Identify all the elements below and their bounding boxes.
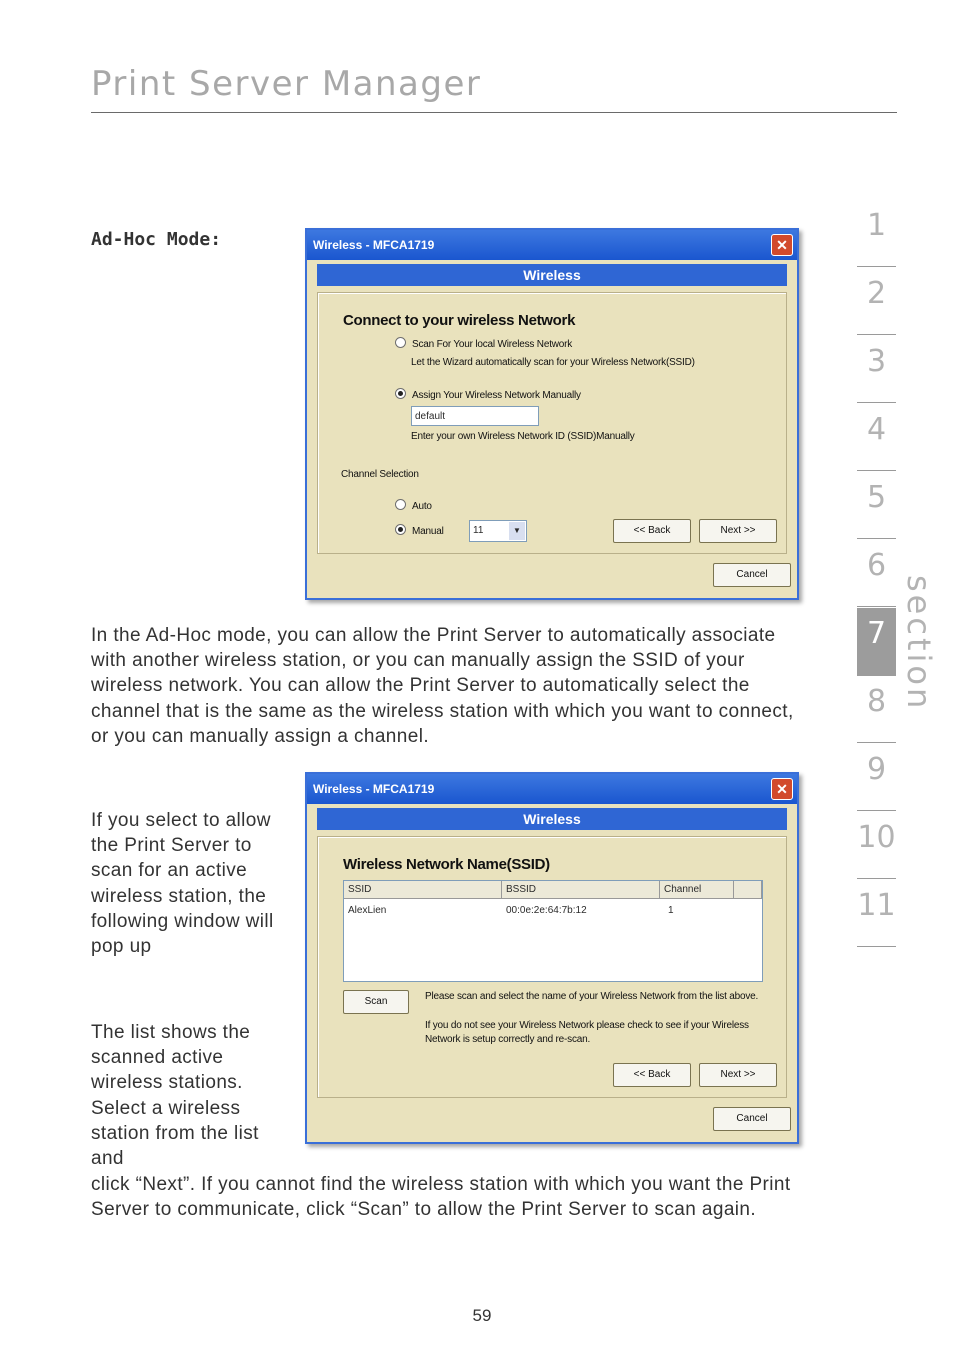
dialog-title: Wireless - MFCA1719 [313,238,435,252]
row-ssid: AlexLien [348,905,387,916]
scan-button[interactable]: Scan [343,990,409,1014]
section-nav-divider [857,810,896,811]
wireless-dialog-scan [305,772,799,1144]
cancel-button[interactable]: Cancel [713,1107,791,1131]
manual-option[interactable] [395,388,581,401]
section-nav-number: 7 [866,616,887,651]
section-nav-number: 2 [866,276,887,311]
section-nav-item-5[interactable] [857,472,896,540]
dialog-title: Wireless - MFCA1719 [313,782,435,796]
scan-radio[interactable] [395,337,406,348]
scan-option-label: Scan For Your local Wireless Network [412,339,573,350]
column-header-blank [734,881,762,899]
section-nav-divider [857,538,896,539]
header-divider [91,112,897,113]
manual-radio[interactable] [395,388,406,399]
section-nav-number: 3 [866,344,887,379]
connect-heading: Connect to your wireless Network [343,312,576,329]
paragraph-list-shows: The list shows the scanned active wireless stations. Select a wireless station from the list and [91,1022,259,1170]
dialog-banner: Wireless [317,808,787,830]
column-header-ssid[interactable]: SSID [344,881,502,899]
section-nav-item-7[interactable] [857,608,896,676]
paragraph-adhoc-intro: In the Ad-Hoc mode, you can allow the Print Server to automatically associate with another wireless station, or you can manually assign the SSID of your wireless network. You can allow the Print Server to automatically select the channel that is the same as the wireless station with which you want to connect, or you can manually assign a channel. [91,625,794,747]
network-list[interactable] [343,880,763,982]
section-nav-item-1[interactable] [857,200,896,268]
section-subhead: Ad-Hoc Mode: [91,229,222,250]
section-nav-item-9[interactable] [857,744,896,812]
section-nav-divider [857,606,896,607]
chevron-down-icon[interactable]: ▼ [509,522,525,540]
section-nav-divider [857,742,896,743]
dialog-titlebar [307,774,797,804]
section-nav-item-11[interactable] [857,880,896,948]
dialog-banner: Wireless [317,264,787,286]
section-nav-number: 11 [857,888,896,923]
section-nav-number: 8 [866,684,887,719]
section-word: section [900,575,938,712]
dialog-titlebar [307,230,797,260]
section-nav [857,200,896,948]
section-nav-divider [857,878,896,879]
close-icon[interactable]: ✕ [771,234,793,256]
row-channel: 1 [668,905,674,916]
row-bssid: 00:0e:2e:64:7b:12 [506,905,587,916]
dialog-panel [317,292,787,554]
back-button[interactable]: << Back [613,1063,691,1087]
paragraph-click-next: click “Next”. If you cannot find the wireless station with which you want the Print Server to communicate, click “Scan” to allow the Print Server to scan again. [91,1174,791,1221]
cancel-button[interactable]: Cancel [713,563,791,587]
close-icon[interactable]: ✕ [771,778,793,800]
scan-hint-2: If you do not see your Wireless Network please check to see if your Wireless Network is setup correctly and re-scan. [425,1020,749,1045]
section-nav-item-2[interactable] [857,268,896,336]
channel-select-value: 11 [473,525,484,536]
channel-manual-label: Manual [412,526,444,537]
section-nav-number: 9 [866,752,887,787]
next-button[interactable]: Next >> [699,1063,777,1087]
section-nav-number: 10 [857,820,896,855]
wireless-dialog-adhoc [305,228,799,600]
next-button[interactable]: Next >> [699,519,777,543]
column-header-channel[interactable]: Channel [660,881,734,899]
channel-manual-option[interactable] [395,524,444,537]
channel-auto-option[interactable] [395,499,432,512]
page-header-title: Print Server Manager [91,64,482,104]
ssid-list-heading: Wireless Network Name(SSID) [343,856,550,873]
manual-option-label: Assign Your Wireless Network Manually [412,390,581,401]
page-number: 59 [472,1306,492,1325]
section-nav-item-10[interactable] [857,812,896,880]
channel-manual-radio[interactable] [395,524,406,535]
section-nav-item-8[interactable] [857,676,896,744]
scan-option[interactable] [395,337,572,350]
section-nav-item-4[interactable] [857,404,896,472]
paragraph-scan-popup: If you select to allow the Print Server to scan for an active wireless station, the following window will pop up [91,810,274,958]
section-nav-number: 5 [866,480,887,515]
section-nav-divider [857,946,896,947]
section-nav-divider [857,334,896,335]
auto-radio[interactable] [395,499,406,510]
back-button[interactable]: << Back [613,519,691,543]
channel-auto-label: Auto [412,501,432,512]
column-header-bssid[interactable]: BSSID [502,881,660,899]
section-nav-number: 1 [866,208,887,243]
ssid-input[interactable]: default [411,406,539,426]
section-nav-item-3[interactable] [857,336,896,404]
section-nav-divider [857,402,896,403]
section-nav-divider [857,266,896,267]
scan-hint-1: Please scan and select the name of your Wireless Network from the list above. [425,991,759,1002]
ssid-desc: Enter your own Wireless Network ID (SSID)Manually [411,431,635,442]
section-nav-divider [857,470,896,471]
channel-selection-label: Channel Selection [341,469,419,480]
section-nav-item-6[interactable] [857,540,896,608]
section-nav-number: 6 [866,548,887,583]
scan-option-desc: Let the Wizard automatically scan for your Wireless Network(SSID) [411,357,695,368]
channel-select[interactable] [469,520,527,542]
section-nav-number: 4 [866,412,887,447]
